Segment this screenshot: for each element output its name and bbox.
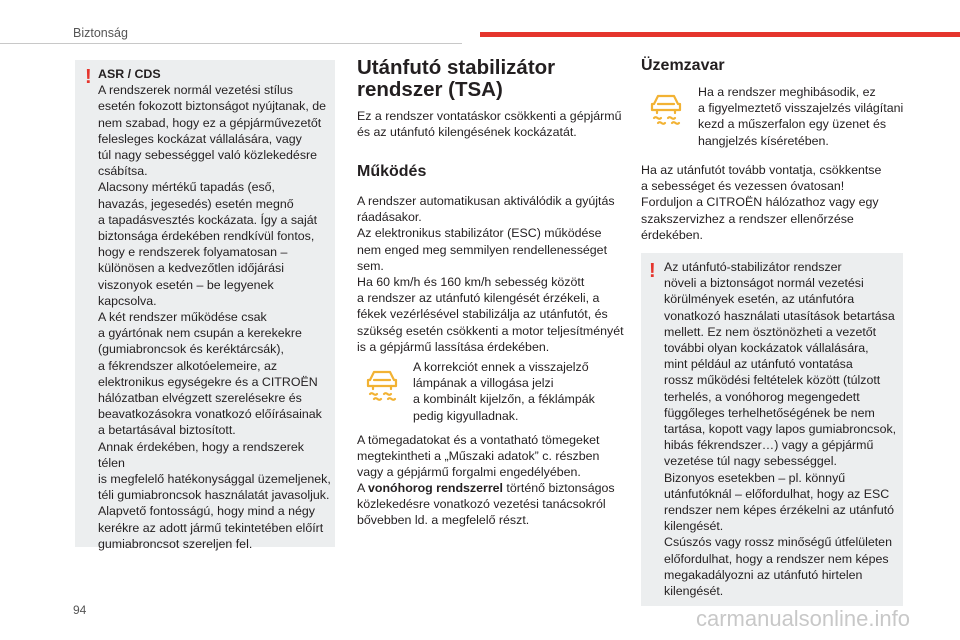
tsa-intro (357, 108, 627, 140)
operation-heading: Működés (357, 163, 427, 180)
correction-note-line: A korrekciót ennek a visszajelző (413, 360, 589, 374)
page-number: 94 (73, 603, 87, 617)
tsa-warning-line: Bizonyos esetekben – pl. könnyű (664, 470, 846, 485)
operation-line: ráadásakor. (357, 210, 422, 225)
tsa-warning-line: további olyan kockázatok vállalására, (664, 341, 869, 356)
towbar-suffix: történő biztonságos (502, 481, 615, 495)
asr-cds-line: különösen a kedvezőtlen időjárási (98, 261, 284, 276)
asr-cds-line: A két rendszer működése csak (98, 310, 267, 325)
asr-cds-line: hálózatban elvégzett szerelésekre és (98, 391, 302, 406)
asr-cds-line: gumiabroncsot szereljen fel. (98, 536, 253, 551)
fault-line: Ha az utánfutót tovább vontatja, csökkentse (641, 163, 882, 177)
tsa-warning-line: terhelés, a vonóhorog megengedett (664, 389, 860, 404)
tsa-warning-line: utánfutóknál – előfordulhat, hogy az ESC (664, 486, 890, 501)
operation-line: nem enged meg semmilyen rendellenességet (357, 242, 608, 257)
fault-line: érdekében. (641, 227, 704, 242)
mass-line: megtekintheti a „Műszaki adatok” c. részben (357, 449, 600, 464)
fault-text (641, 162, 911, 243)
tsa-warning-line: mint például az utánfutó vontatása (664, 357, 853, 372)
asr-cds-lines (98, 82, 334, 552)
asr-cds-line: A rendszerek normál vezetési stílus (98, 83, 293, 98)
operation-line: Ha 60 km/h és 160 km/h sebesség között (357, 275, 585, 290)
asr-cds-line: kapcsolva. (98, 293, 157, 308)
asr-cds-line: havazás, jegesedés) esetén megnő (98, 196, 294, 211)
tsa-warning-line: függőleges terhelhetőségének be nem (664, 405, 875, 420)
section-title: Biztonság (73, 26, 128, 40)
fault-note-line: a figyelmeztető visszajelzés világítani (698, 101, 904, 116)
fault-heading: Üzemzavar (641, 57, 725, 74)
tsa-warning-text (664, 259, 902, 599)
asr-cds-line: a gyártónak nem csupán a kerekekre (98, 326, 302, 341)
tsa-title-line1: Utánfutó stabilizátor (357, 56, 556, 79)
fault-line: a sebességet és vezessen óvatosan! (641, 179, 845, 194)
tsa-warning-line: tartása, kopott vagy lapos gumiabroncsok, (664, 422, 897, 437)
asr-cds-line: viszonyok esetén – be legyenek (98, 277, 274, 292)
operation-line: A rendszer automatikusan aktiválódik a gyújtás (357, 194, 615, 208)
asr-cds-line: hogy e rendszerek folyamatosan – (98, 245, 288, 260)
tsa-warning-line: kilengését. (664, 584, 724, 599)
tsa-warning-line: Csúszós vagy rossz minőségű útfelületen (664, 535, 892, 550)
asr-cds-line: biztonsága érdekében rendkívül fontos, (98, 229, 315, 244)
towbar-bold: vonóhorog rendszerrel (368, 481, 503, 495)
asr-cds-line: is megfelelő hatékonysággal üzemeljenek, (98, 472, 331, 487)
fault-line: szakszervizhez a rendszer ellenőrzése (641, 211, 854, 226)
asr-cds-line: beavatkozásokra vonatkozó előírásainak (98, 407, 322, 422)
tsa-warning-line: kilengését. (664, 519, 724, 534)
trailer-stability-warning-icon (362, 366, 402, 402)
correction-note-line: a kombinált kijelzőn, a féklámpák (413, 392, 595, 407)
header-accent-bar (480, 32, 960, 37)
tsa-warning-line: megakadályozni az utánfutó hirtelen (664, 567, 863, 582)
towbar-line: bővebben ld. a megfelelő részt. (357, 513, 530, 528)
fault-note (698, 84, 913, 149)
operation-line: is a gépjármű lassítása érdekében. (357, 339, 550, 354)
tsa-title-line2: rendszer (TSA) (357, 78, 503, 101)
towbar-lines (357, 496, 632, 528)
asr-cds-line: esetén fokozott biztonságot nyújtanak, de (98, 99, 327, 114)
towbar-prefix: A (357, 481, 369, 495)
asr-cds-line: Alacsony mértékű tapadás (eső, (98, 180, 276, 195)
tsa-title (357, 57, 555, 101)
watermark: carmanualsonline.info (695, 606, 910, 631)
tsa-warning-line: előfordulhat, hogy a rendszer nem képes (664, 551, 889, 566)
operation-line: sem. (357, 258, 384, 273)
asr-cds-line: téli gumiabroncsok használatát javasoljuk. (98, 488, 330, 503)
asr-cds-line: Alapvető fontosságú, hogy mind a négy (98, 504, 315, 519)
fault-line: Forduljon a CITROËN hálózathoz vagy egy (641, 195, 879, 210)
correction-note-line: lámpának a villogása jelzi (413, 376, 554, 391)
asr-cds-line: csábítsa. (98, 164, 148, 179)
warning-exclamation-icon: ! (85, 66, 92, 88)
asr-cds-line: elektronikus egységekre és a CITROËN (98, 374, 318, 389)
operation-line: fékek vezérlésével stabilizálja az utánfutót, és (357, 307, 608, 322)
towbar-line: közlekedésre vonatkozó vezetési tanácsokról (357, 497, 606, 512)
asr-cds-line: a fékrendszer alkotóelemeire, az (98, 358, 278, 373)
asr-cds-text (98, 66, 334, 552)
asr-cds-line: nem szabad, hogy ez a gépjárművezetőt (98, 115, 322, 130)
asr-cds-line: felesleges kockázat vállalására, vagy (98, 131, 302, 146)
tsa-warning-line: növeli a biztonságot normál vezetési (664, 276, 864, 291)
asr-cds-line: (gumiabroncsok és keréktárcsák), (98, 342, 284, 357)
tsa-warning-line: hibás fékrendszer…) vagy a gépjármű (664, 438, 874, 453)
mass-line: vagy a gépjármű forgalmi engedélyében. (357, 465, 581, 480)
operation-line: a rendszer az utánfutó kilengését érzékeli, a (357, 291, 600, 306)
towbar-text (357, 480, 632, 529)
header-divider (0, 43, 462, 44)
tsa-warning-line: vezetése túl nagy sebességgel. (664, 454, 837, 469)
operation-line: Az elektronikus stabilizátor (ESC) működése (357, 226, 602, 241)
asr-cds-line: a betartásával biztosított. (98, 423, 236, 438)
correction-note-line: pedig kigyulladnak. (413, 408, 519, 423)
asr-cds-line: túl nagy sebességgel való közlekedésre (98, 148, 318, 163)
tsa-intro-line: és az utánfutó kilengésének kockázatát. (357, 125, 577, 140)
tsa-warning-line: vonatkozó használati utasítások betartása (664, 308, 895, 323)
tsa-intro-line: Ez a rendszer vontatáskor csökkenti a gépjármű (357, 109, 622, 123)
operation-text (357, 193, 627, 355)
tsa-warning-box (641, 253, 903, 606)
tsa-warning-line: mellett. Ez nem ösztönözheti a vezetőt (664, 324, 877, 339)
warning-exclamation-icon: ! (649, 260, 656, 282)
correction-note (413, 359, 623, 424)
tsa-warning-line: rendszer nem képes érzékelni az utánfutó (664, 503, 895, 518)
asr-cds-warning-box (75, 60, 335, 551)
towbar-first-line (357, 480, 632, 496)
tsa-warning-line: Az utánfutó-stabilizátor rendszer (664, 260, 842, 274)
asr-cds-line: Annak érdekében, hogy a rendszerek télen (98, 439, 304, 470)
fault-note-line: hangjelzés kíséretében. (698, 133, 829, 148)
mass-text (357, 432, 627, 481)
mass-line: A tömegadatokat és a vontatható tömegeket (357, 433, 600, 447)
asr-cds-heading: ASR / CDS (98, 67, 161, 81)
asr-cds-line: kerékre az adott jármű tekintetében előírt (98, 520, 324, 535)
tsa-warning-line: körülmények esetén, az utánfutóra (664, 292, 855, 307)
fault-note-line: kezd a műszerfalon egy üzenet és (698, 117, 887, 132)
operation-line: szükség esetén csökkenti a motor teljesítményét (357, 323, 624, 338)
fault-note-line: Ha a rendszer meghibásodik, ez (698, 85, 876, 99)
asr-cds-line: a tapadásvesztés kockázata. Így a saját (98, 212, 318, 227)
tsa-warning-line: rossz működési feltételek között (túlzott (664, 373, 881, 388)
trailer-stability-fault-icon (646, 90, 686, 126)
